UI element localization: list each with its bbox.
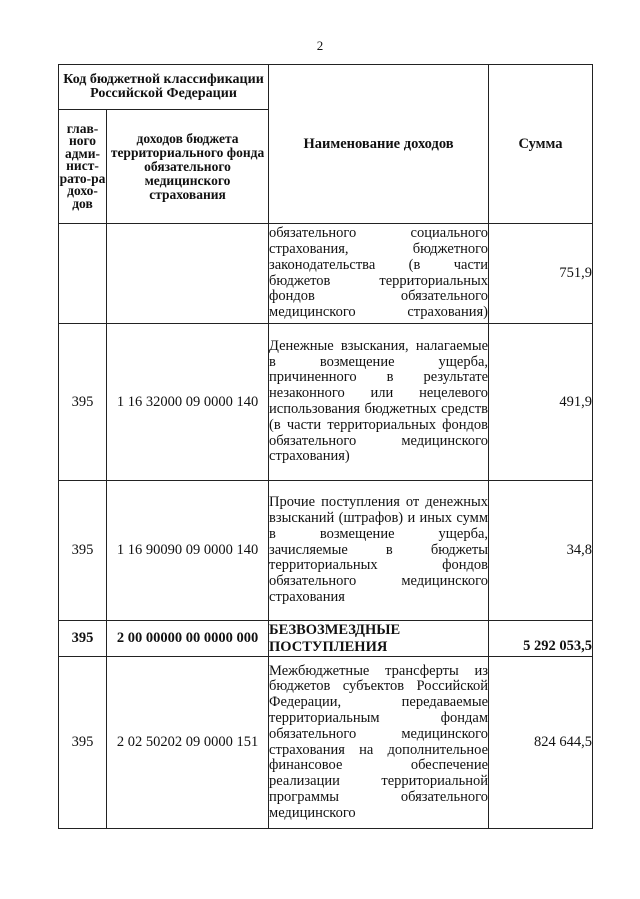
row-income-code: 1 16 90090 09 0000 140 bbox=[107, 481, 269, 621]
table-row-total bbox=[59, 621, 593, 657]
row-name: Денежные взыскания, налагаемые в возмещение ущерба, причиненного в результате незаконного или нецелевого использования бюджетных средств (в части территориальных фондов обязательного медицинского страхования) bbox=[269, 324, 489, 481]
row-admin-code: 395 bbox=[59, 324, 107, 481]
row-income-code: 1 16 32000 09 0000 140 bbox=[107, 324, 269, 481]
table-row bbox=[59, 657, 593, 829]
row-admin-code: 395 bbox=[59, 481, 107, 621]
row-sum: 34,8 bbox=[489, 481, 593, 621]
header-code-group: Код бюджетной классификации Российской Федерации bbox=[59, 65, 269, 110]
table-row bbox=[59, 324, 593, 481]
row-income-code bbox=[107, 224, 269, 324]
row-admin-code: 395 bbox=[59, 621, 107, 657]
header-name: Наименование доходов bbox=[269, 65, 489, 224]
row-sum: 824 644,5 bbox=[489, 657, 593, 829]
row-name: Межбюджетные трансферты из бюджетов субъектов Российской Федерации, передаваемые территориальным фондам обязательного медицинского страхования на дополнительное финансовое обеспечение реализации территориальной программы обязательного медицинского bbox=[269, 657, 489, 829]
row-sum: 751,9 bbox=[489, 224, 593, 324]
row-income-code: 2 02 50202 09 0000 151 bbox=[107, 657, 269, 829]
row-name: Прочие поступления от денежных взысканий (штрафов) и иных сумм в возмещение ущерба, зачисляемые в бюджеты территориальных фондов обязательного медицинского страхования bbox=[269, 481, 489, 621]
row-sum: 5 292 053,5 bbox=[489, 621, 593, 657]
row-sum: 491,9 bbox=[489, 324, 593, 481]
row-admin-code: 395 bbox=[59, 657, 107, 829]
header-sum: Сумма bbox=[489, 65, 593, 224]
header-admin: глав-ного адми-нист-рато-ра дохо-дов bbox=[59, 110, 107, 224]
budget-income-table bbox=[58, 64, 593, 829]
row-name: БЕЗВОЗМЕЗДНЫЕ ПОСТУПЛЕНИЯ bbox=[269, 621, 489, 657]
row-income-code: 2 00 00000 00 0000 000 bbox=[107, 621, 269, 657]
row-name: обязательного социального страхования, бюджетного законодательства (в части бюджетов территориальных фондов обязательного медицинского страхования) bbox=[269, 224, 489, 324]
row-admin-code bbox=[59, 224, 107, 324]
table-row bbox=[59, 224, 593, 324]
table-row bbox=[59, 481, 593, 621]
header-row-top bbox=[59, 65, 593, 110]
page-number: 2 bbox=[316, 38, 324, 53]
header-income-code: доходов бюджета территориального фонда обязательного медицинского страхования bbox=[107, 110, 269, 224]
